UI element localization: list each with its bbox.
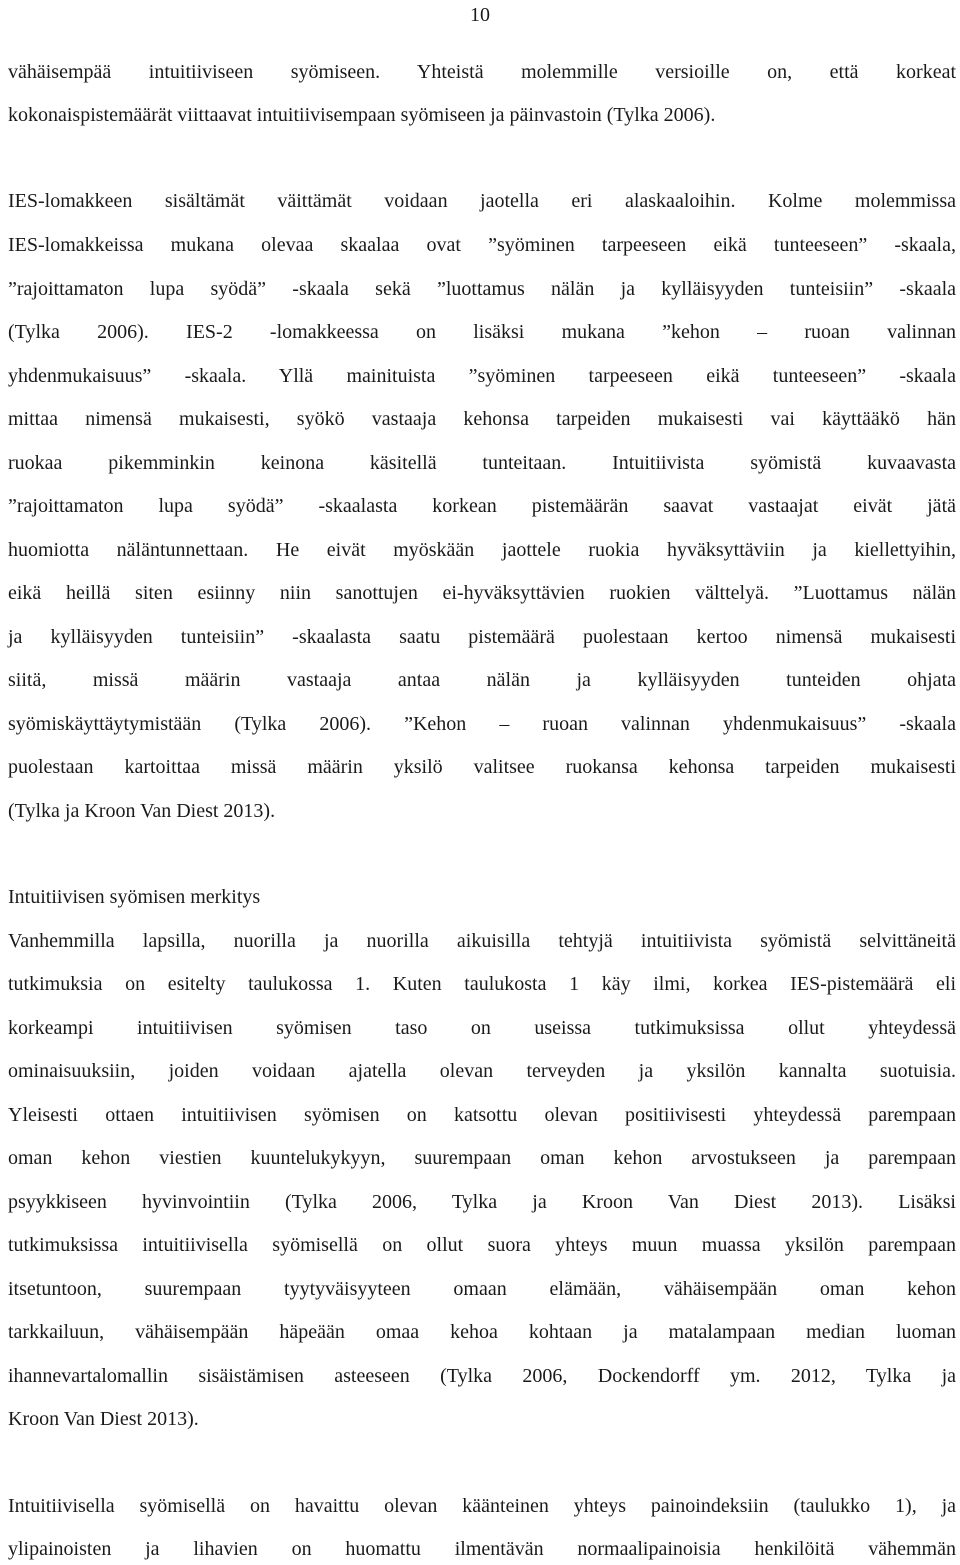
paragraph-3-line-3: korkeampi intuitiivisen syömisen taso on useissa tutkimuksissa ollut yhteydessä	[8, 1017, 956, 1039]
section-heading: Intuitiivisen syömisen merkitys	[8, 886, 261, 908]
paragraph-3-line-2: tutkimuksia on esitelty taulukossa 1. Kuten taulukosta 1 käy ilmi, korkea IES-pistemäärä eli	[8, 973, 956, 995]
paragraph-2-line-8: ”rajoittamaton lupa syödä” -skaalasta korkean pistemäärän saavat vastaajat eivät jätä	[8, 495, 956, 517]
paragraph-3-line-6: oman kehon viestien kuuntelukykyyn, suurempaan oman kehon arvostukseen ja parempaan	[8, 1147, 956, 1169]
page-number: 10	[470, 4, 490, 26]
paragraph-3-line-7: psyykkiseen hyvinvointiin (Tylka 2006, Tylka ja Kroon Van Diest 2013). Lisäksi	[8, 1191, 956, 1213]
paragraph-2-line-15: (Tylka ja Kroon Van Diest 2013).	[8, 800, 276, 822]
paragraph-1-line-1: vähäisempää intuitiiviseen syömiseen. Yhteistä molemmille versioille on, että korkeat	[8, 61, 956, 83]
paragraph-2-line-13: syömiskäyttäytymistään (Tylka 2006). ”Kehon – ruoan valinnan yhdenmukaisuus” -skaala	[8, 713, 956, 735]
paragraph-2-line-11: ja kylläisyyden tunteisiin” -skaalasta saatu pistemäärä puolestaan kertoo nimensä mukaisesti	[8, 626, 956, 648]
paragraph-2-line-3: ”rajoittamaton lupa syödä” -skaala sekä ”luottamus nälän ja kylläisyyden tunteisiin” -skaala	[8, 278, 956, 300]
paragraph-2-line-9: huomiotta näläntunnettaan. He eivät myöskään jaottele ruokia hyväksyttäviin ja kiellettyihin,	[8, 539, 956, 561]
paragraph-2-line-5: yhdenmukaisuus” -skaala. Yllä mainituista ”syöminen tarpeeseen eikä tunteeseen” -skaala	[8, 365, 956, 387]
paragraph-3-line-8: tutkimuksissa intuitiivisella syömisellä on ollut suora yhteys muun muassa yksilön parempaan	[8, 1234, 956, 1256]
paragraph-4-line-2: ylipainoisten ja lihavien on huomattu ilmentävän normaalipainoisia henkilöitä vähemmän	[8, 1538, 956, 1560]
paragraph-3-line-4: ominaisuuksiin, joiden voidaan ajatella olevan terveyden ja yksilön kannalta suotuisia.	[8, 1060, 956, 1082]
paragraph-2-line-7: ruokaa pikemminkin keinona käsitellä tunteitaan. Intuitiivista syömistä kuvaavasta	[8, 452, 956, 474]
paragraph-2-line-10: eikä heillä siten esiinny niin sanottujen ei-hyväksyttävien ruokien välttelyä. ”Luottamus nälän	[8, 582, 956, 604]
paragraph-3-line-9: itsetuntoon, suurempaan tyytyväisyyteen omaan elämään, vähäisempään oman kehon	[8, 1278, 956, 1300]
paragraph-2-line-1: IES-lomakkeen sisältämät väittämät voidaan jaotella eri alaskaaloihin. Kolme molemmissa	[8, 190, 956, 212]
paragraph-2-line-6: mittaa nimensä mukaisesti, syökö vastaaja kehonsa tarpeiden mukaisesti vai käyttääkö hän	[8, 408, 956, 430]
paragraph-1-line-2: kokonaispistemäärät viittaavat intuitiivisempaan syömiseen ja päinvastoin (Tylka 2006).	[8, 104, 716, 126]
paragraph-2-line-12: siitä, missä määrin vastaaja antaa nälän ja kylläisyyden tunteiden ohjata	[8, 669, 956, 691]
paragraph-2-line-14: puolestaan kartoittaa missä määrin yksilö valitsee ruokansa kehonsa tarpeiden mukaisesti	[8, 756, 956, 778]
paragraph-3-line-11: ihannevartalomallin sisäistämisen asteeseen (Tylka 2006, Dockendorff ym. 2012, Tylka ja	[8, 1365, 956, 1387]
paragraph-2-line-2: IES-lomakkeissa mukana olevaa skaalaa ovat ”syöminen tarpeeseen eikä tunteeseen” -skaala,	[8, 234, 956, 256]
paragraph-3-line-12: Kroon Van Diest 2013).	[8, 1408, 199, 1430]
paragraph-2-line-4: (Tylka 2006). IES-2 -lomakkeessa on lisäksi mukana ”kehon – ruoan valinnan	[8, 321, 956, 343]
paragraph-3-line-5: Yleisesti ottaen intuitiivisen syömisen on katsottu olevan positiivisesti yhteydessä parempaan	[8, 1104, 956, 1126]
paragraph-3-line-10: tarkkailuun, vähäisempään häpeään omaa kehoa kohtaan ja matalampaan median luoman	[8, 1321, 956, 1343]
paragraph-4-line-1: Intuitiivisella syömisellä on havaittu olevan käänteinen yhteys painoindeksiin (taulukko 1), ja	[8, 1495, 956, 1517]
paragraph-3-line-1: Vanhemmilla lapsilla, nuorilla ja nuorilla aikuisilla tehtyjä intuitiivista syömistä selvittäneitä	[8, 930, 956, 952]
